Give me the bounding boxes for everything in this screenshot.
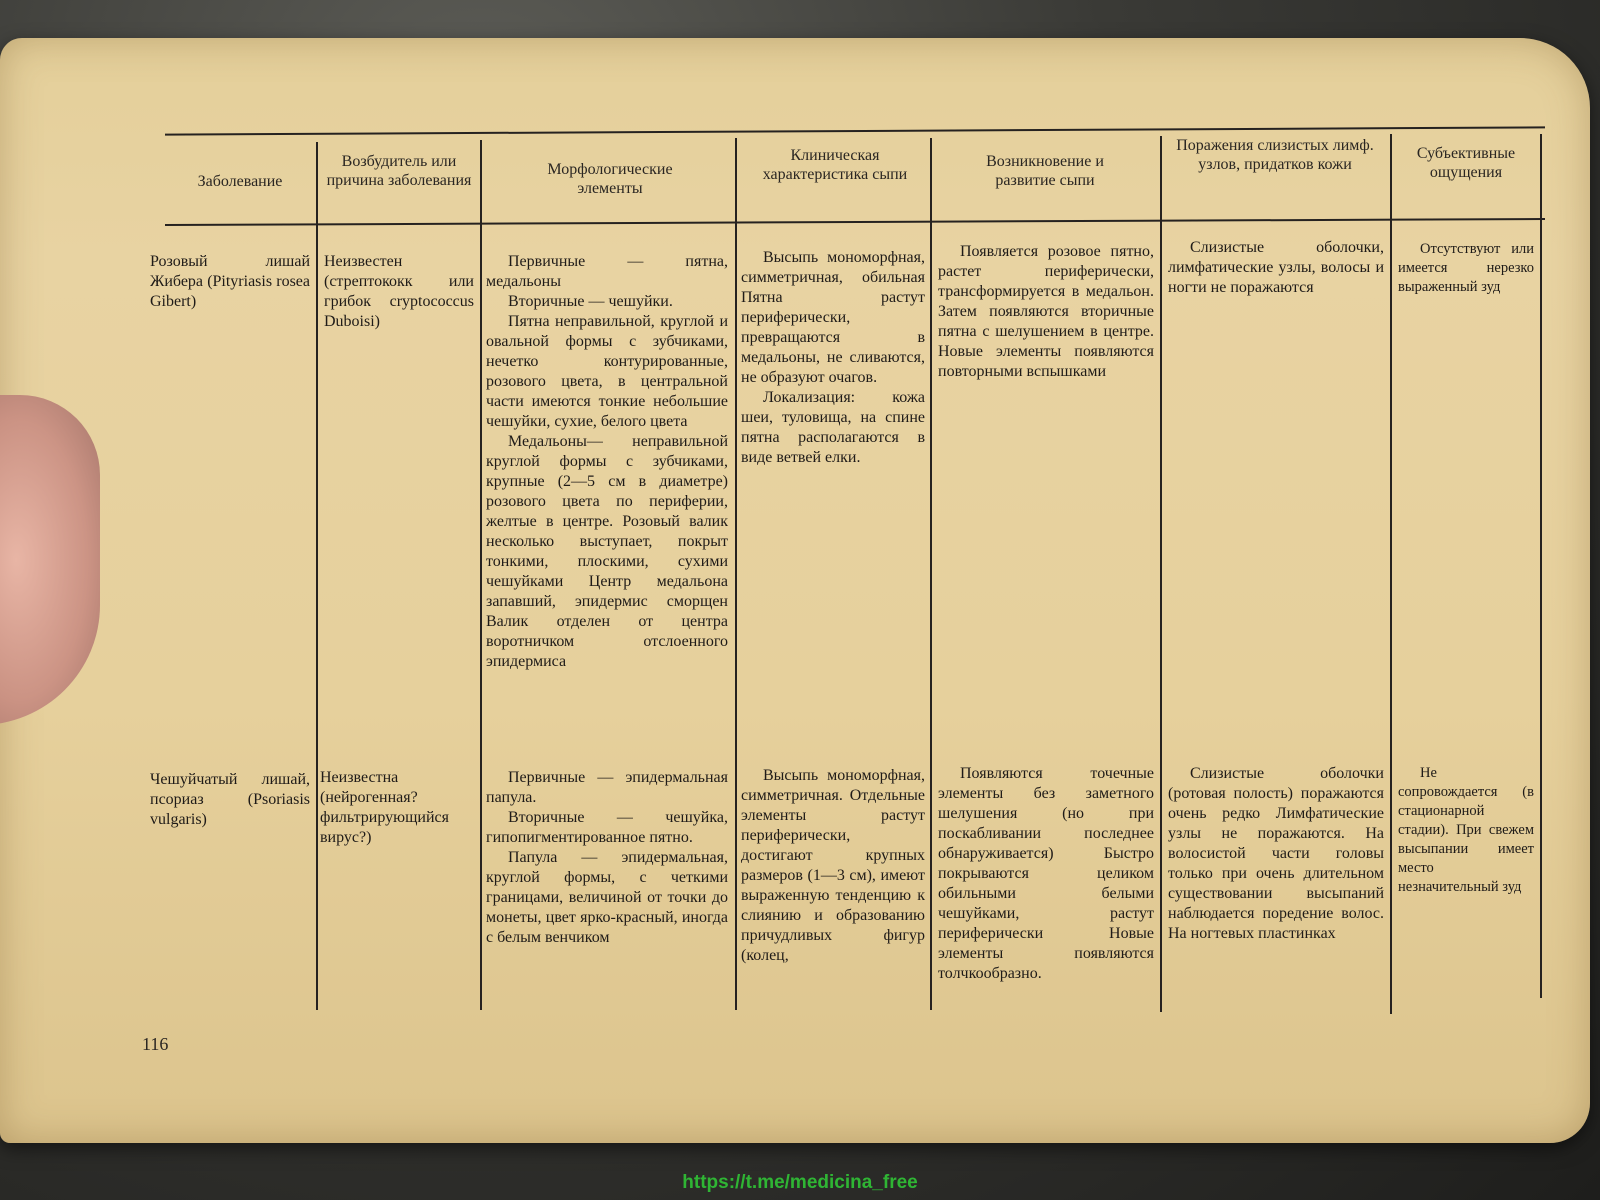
table-row-1-development [938,242,1154,382]
morphology-paragraph: Первичные — эпидермальная папула. [486,769,728,806]
table-row-2-clinical [741,766,925,966]
book-page [0,38,1590,1143]
morphology-paragraph: Вторичные — чешуйка, гипопигментированное пятно. [486,809,728,846]
table-row-2-disease: Чешуйчатый лишай, псориаз (Psoriasis vulgaris) [150,771,310,828]
column-rule [735,138,737,1010]
table-row-2-development [938,764,1154,984]
table-row-1-subjective [1398,240,1534,297]
morphology-paragraph: Пятна неправильной, круглой и овальной формы с зубчиками, нечетко контурированные, розового цвета, в центральной части имеются тонкие небольшие чешуйки, сухие, белого цвета [486,313,728,430]
subjective-paragraph: Не сопровождается (в стационарной стадии). При свежем высыпании имеет место незначительный зуд [1398,765,1534,895]
morphology-paragraph: Вторичные — чешуйки. [508,293,673,310]
header-subjective: Субъективные ощущения [1416,145,1516,181]
table-row-2-morphology [486,768,728,948]
column-rule [1390,134,1392,1014]
header-disease: Заболевание [197,173,283,190]
table-row-2-mucosa [1168,764,1384,944]
morphology-paragraph: Папула — эпидермальная, круглой формы, с четкими границами, величиной от точки до монеты, цвет ярко-красный, иногда с белым венчиком [486,849,728,946]
mucosa-paragraph: Слизистые оболочки (ротовая полость) поражаются очень редко Лимфатические узлы не поражаются. На волосистой части головы только при очень длительном существовании высыпаний наблюдается поредение волос. На ногтевых пластинках [1168,765,1384,942]
development-paragraph: Появляются точечные элементы без заметного шелушения (но при поскабливании последнее обнаруживается) Быстро покрываются целиком обильными белыми чешуйками, растут периферически Новые элементы появляются толчкообразно. [938,765,1154,982]
column-rule [1540,134,1542,998]
mucosa-paragraph: Слизистые оболочки, лимфатические узлы, волосы и ногти не поражаются [1168,239,1384,296]
clinical-paragraph: Высыпь мономорфная, симметричная. Отдельные элементы растут периферически, достигают крупных размеров (1—3 см), имеют выраженную тенденцию к слиянию и образованию причудливых фигур (колец, [741,767,925,964]
column-rule [1160,136,1162,1012]
clinical-paragraph: Высыпь мономорфная, симметричная, обильная Пятна растут периферически, превращаются в медальоны, не сливаются, не образуют очагов. [741,249,925,386]
subjective-paragraph: Отсутствуют или имеется нерезко выраженный зуд [1398,241,1534,295]
table-row-1-cause: Неизвестен (стрептококк или грибок cryptococcus Duboisi) [324,253,474,330]
clinical-paragraph: Локализация: кожа шеи, туловища, на спине пятна располагаются в виде ветвей елки. [741,389,925,466]
header-mucosa: Поражения слизистых лимф. узлов, придатков кожи [1176,137,1374,173]
table-row-2-subjective [1398,764,1534,897]
footer-link[interactable]: https://t.me/medicina_free [682,1172,918,1193]
column-rule [316,142,318,1010]
morphology-paragraph: Первичные — пятна, медальоны [486,253,728,290]
header-cause: Возбудитель или причина заболевания [326,153,472,189]
table-row-1-morphology [486,252,728,672]
table-row-1-mucosa [1168,238,1384,298]
header-morphology: Морфологические элементы [547,161,673,197]
development-paragraph: Появляется розовое пятно, растет периферически, трансформируется в медальон. Затем появляются вторичные пятна с шелушением в центре. Новые элементы появляются повторными вспышками [938,243,1154,380]
table-row-1-disease: Розовый лишай Жибера (Pityriasis rosea Gibert) [150,253,310,310]
table-row-1-clinical [741,248,925,468]
page-number: 116 [142,1034,169,1054]
column-rule [480,140,482,1010]
column-rule [930,138,932,1010]
header-clinical: Клиническая характеристика сыпи [762,147,908,183]
header-development: Возникновение и развитие сыпи [986,153,1104,189]
table-row-2-cause: Неизвестна (нейрогенная? фильтрирующийся вирус?) [320,769,449,846]
morphology-paragraph: Медальоны— неправильной круглой формы с зубчиками, крупные (2—5 см в диаметре) розового цвета по периферии, желтые в центре. Розовый валик несколько выступает, покрыт тонкими, плоскими, сухими чешуйками Центр медальона запавший, эпидермис сморщен Валик отделен от центра воротничком отслоенного эпидермиса [486,433,728,670]
